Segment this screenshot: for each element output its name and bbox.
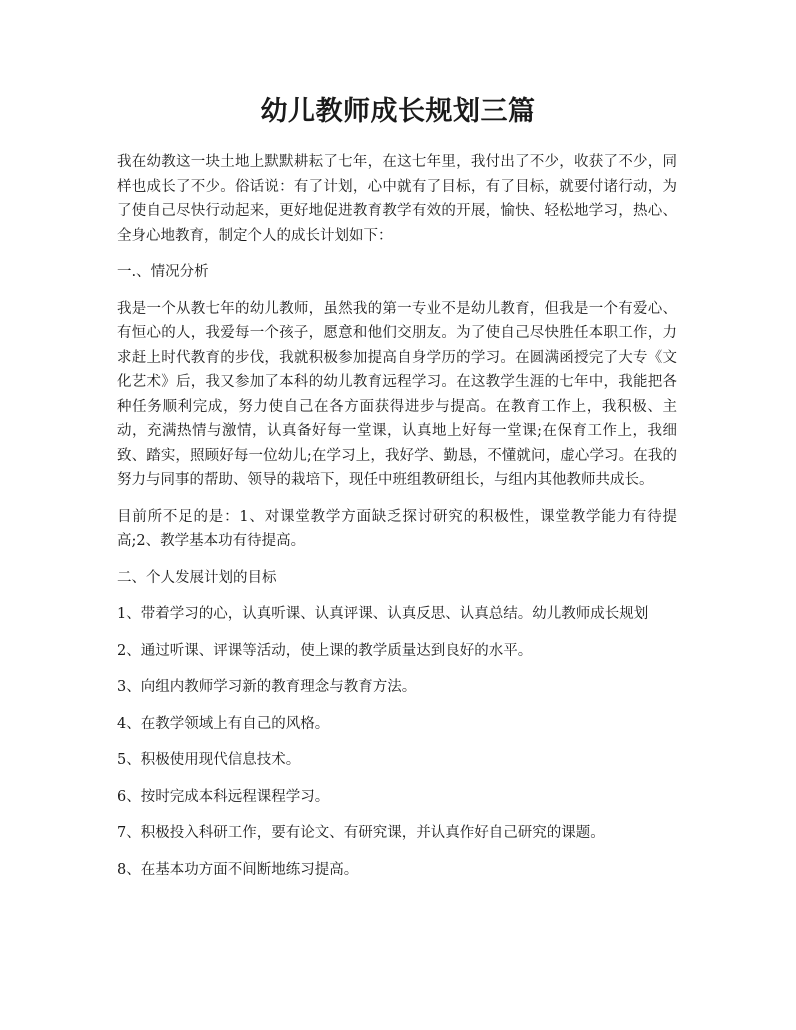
shortcomings-paragraph: 目前所不足的是：1、对课堂教学方面缺乏探讨研究的积极性，课堂教学能力有待提高;2、教学基本功有待提高。 — [117, 508, 677, 549]
goal-item: 1、带着学习的心，认真听课、认真评课、认真反思、认真总结。幼儿教师成长规划 — [117, 606, 649, 622]
goal-item: 5、积极使用现代信息技术。 — [117, 752, 301, 768]
section-heading-goals: 二、个人发展计划的目标 — [117, 569, 277, 586]
goal-item: 7、积极投入科研工作，要有论文、有研究课，并认真作好自己研究的课题。 — [117, 825, 605, 841]
goal-item: 4、在教学领域上有自己的风格。 — [117, 715, 330, 732]
document-body — [117, 150, 677, 894]
situation-paragraph: 我是一个从教七年的幼儿教师，虽然我的第一专业不是幼儿教育，但我是一个有爱心、有恒心的人，我爱每一个孩子，愿意和他们交朋友。为了使自己尽快胜任本职工作，力求赶上时代教育的步伐，我就积极参加提高自身学历的学习。在圆满函授完了大专《文化艺术》后，我又参加了本科的幼儿教育远程学习。在这教学生涯的七年中，我能把各种任务顺利完成，努力使自己在各方面获得进步与提高。在教育工作上，我积极、主动，充满热情与激情，认真备好每一堂课，认真地上好每一堂课;在保育工作上，我细致、踏实，照顾好每一位幼儿;在学习上，我好学、勤恳，不懂就问，虚心学习。在我的努力与同事的帮助、领导的栽培下，现任中班组教研组长，与组内其他教师共成长。 — [117, 300, 677, 488]
goal-item: 2、通过听课、评课等活动，使上课的教学质量达到良好的水平。 — [117, 642, 533, 659]
intro-paragraph: 我在幼教这一块土地上默默耕耘了七年，在这七年里，我付出了不少，收获了不少，同样也成长了不少。俗话说：有了计划，心中就有了目标，有了目标，就要付诸行动，为了使自己尽快行动起来，更好地促进教育教学有效的开展，愉快、轻松地学习，热心、全身心地教育，制定个人的成长计划如下： — [117, 154, 677, 244]
goal-item: 8、在基本功方面不间断地练习提高。 — [117, 861, 359, 878]
goal-item: 3、向组内教师学习新的教育理念与教育方法。 — [117, 679, 417, 695]
section-heading-situation: 一.、情况分析 — [117, 264, 209, 280]
document-title: 幼儿教师成长规划三篇 — [260, 96, 536, 127]
goal-item: 6、按时完成本科远程课程学习。 — [117, 788, 330, 805]
